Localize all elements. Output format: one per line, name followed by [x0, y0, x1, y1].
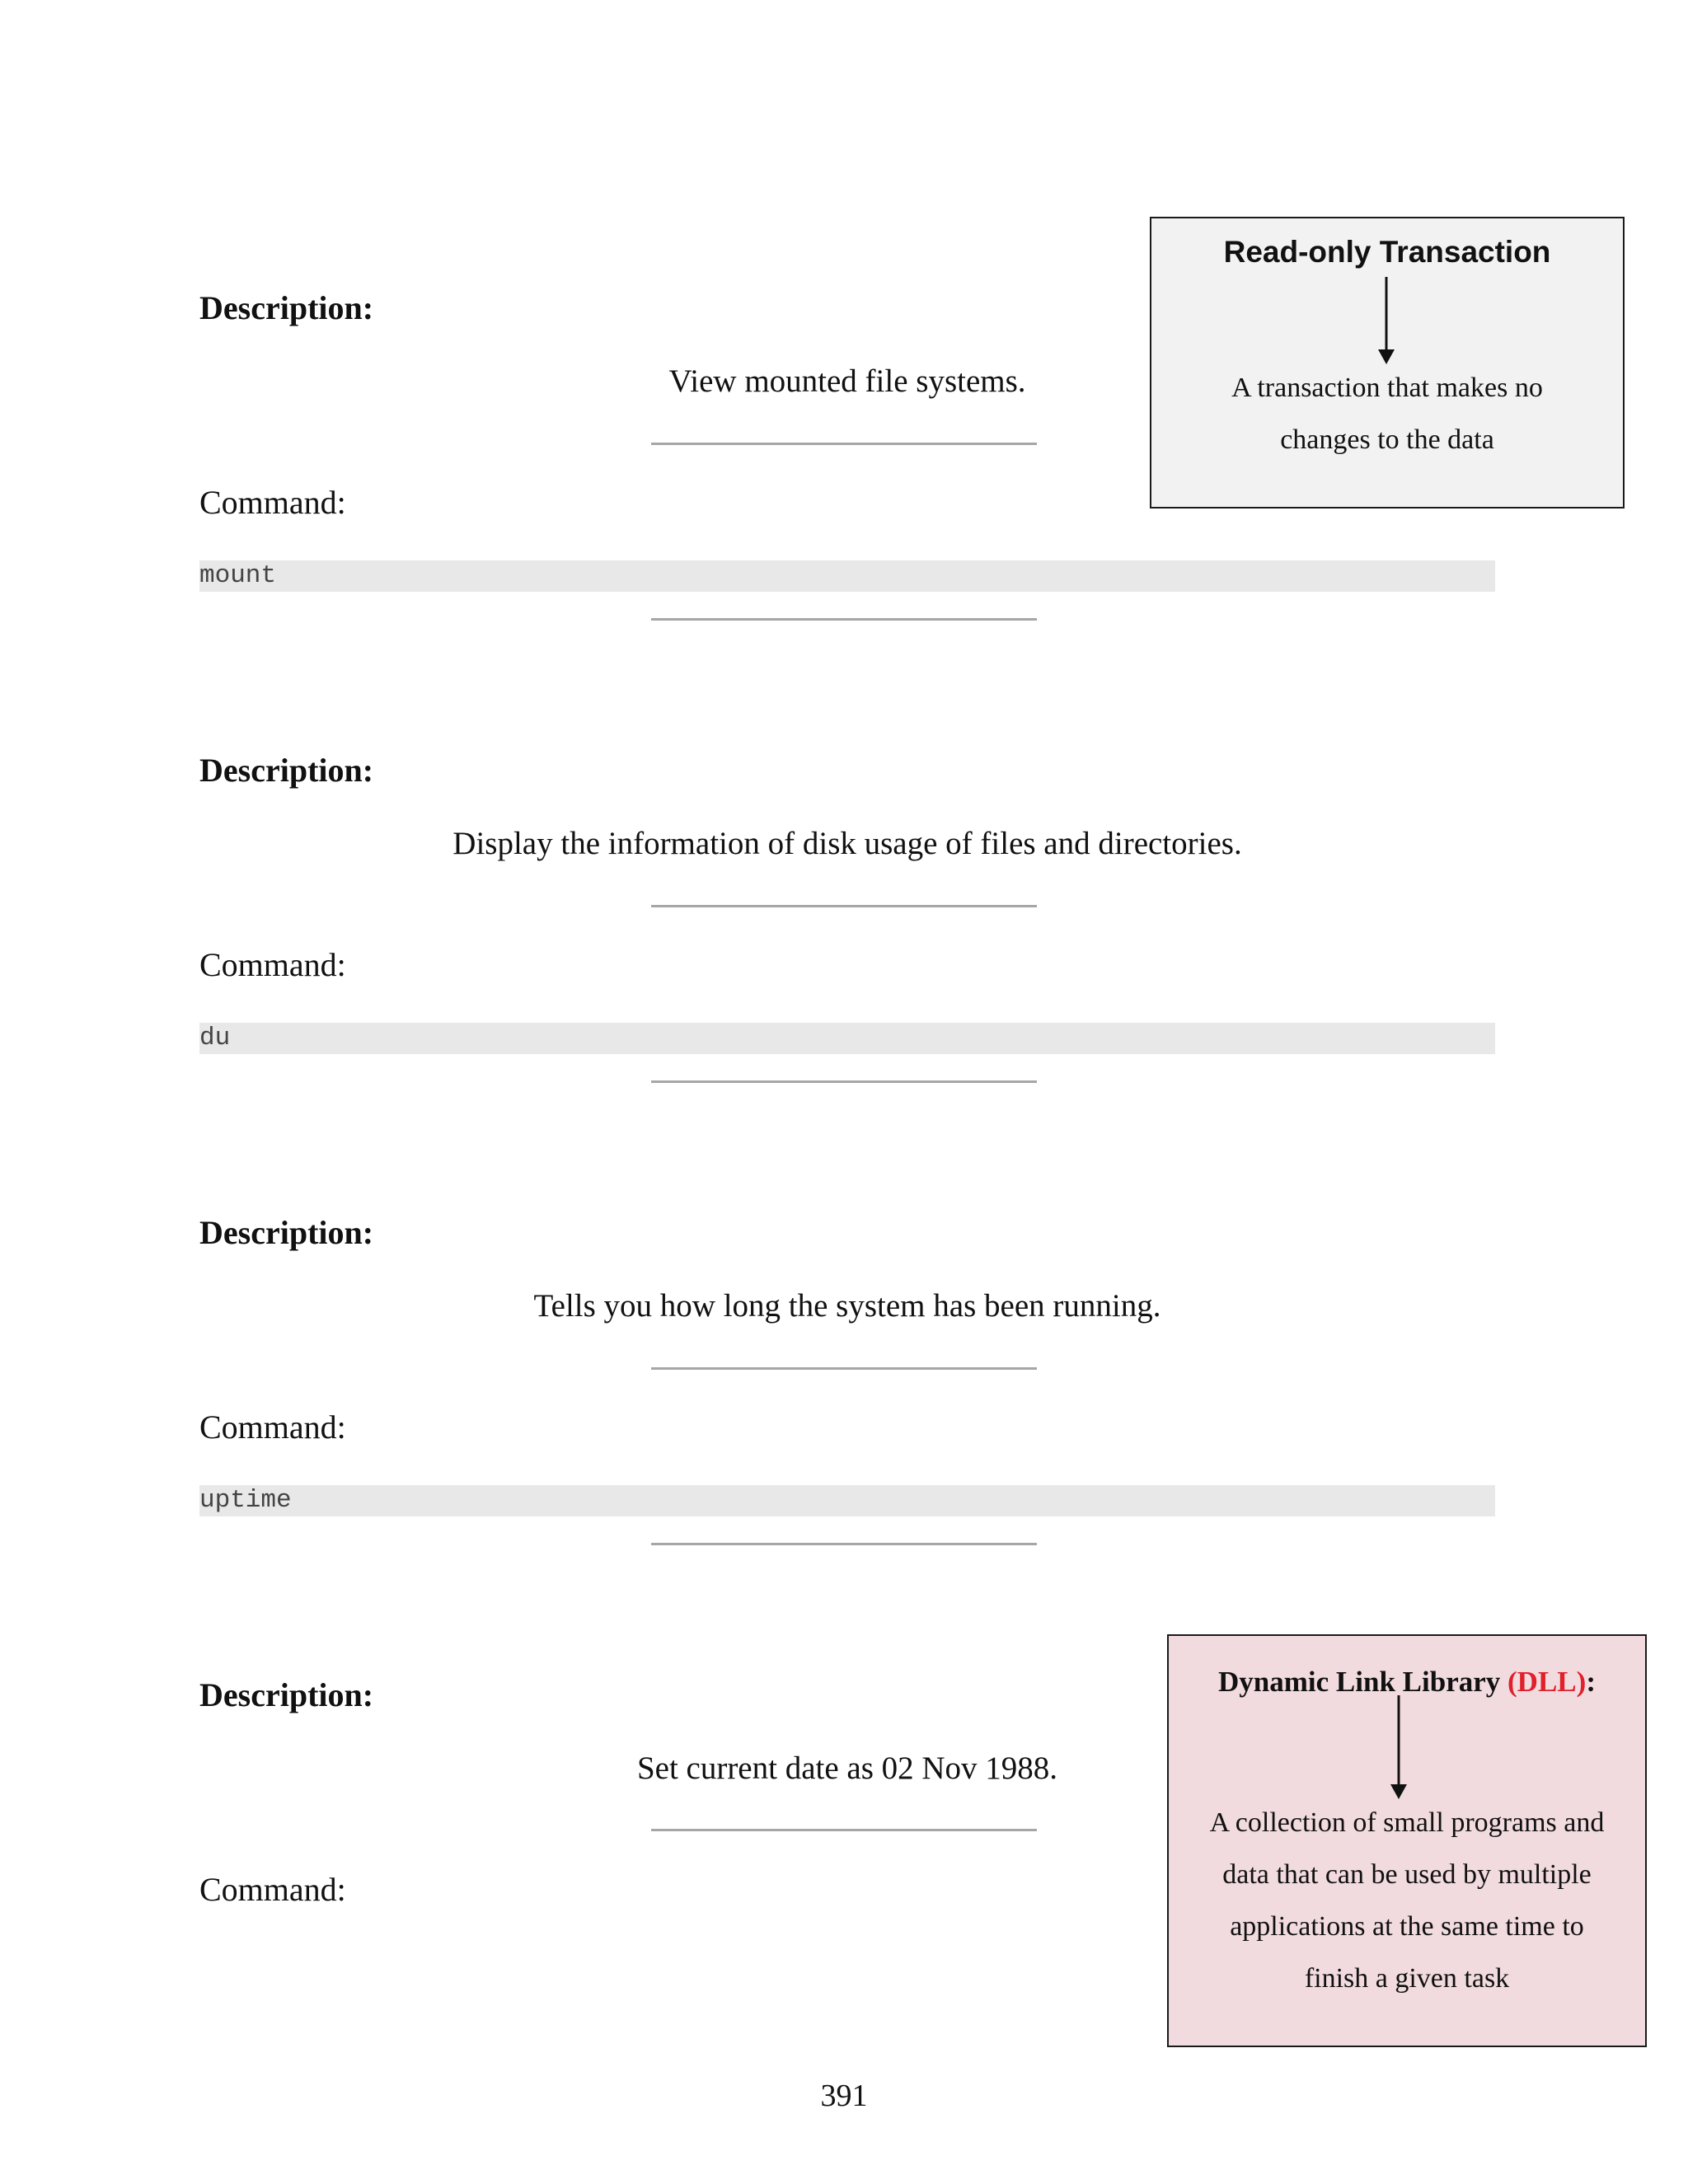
- code-block: [199, 1023, 1495, 1054]
- description-text: View mounted file systems.: [668, 363, 1026, 399]
- description-label: Description:: [199, 1676, 374, 1713]
- command-code: mount: [199, 561, 277, 590]
- command-code: uptime: [199, 1486, 292, 1515]
- definition-body-line: A collection of small programs and: [1209, 1807, 1605, 1838]
- definition-body-line: finish a given task: [1304, 1963, 1510, 1994]
- definition-body-line: A transaction that makes no: [1231, 373, 1543, 403]
- definition-title-text: Dynamic Link Library: [1218, 1666, 1508, 1698]
- description-label: Description:: [199, 1214, 374, 1251]
- answer-line: [651, 443, 1037, 445]
- definition-body-line: applications at the same time to: [1230, 1911, 1584, 1942]
- description-text: Tells you how long the system has been running.: [533, 1288, 1161, 1324]
- description-text: Display the information of disk usage of files and directories.: [452, 826, 1242, 861]
- command-label: Command:: [199, 946, 346, 983]
- answer-line: [651, 905, 1037, 907]
- description-label: Description:: [199, 289, 374, 326]
- command-label: Command:: [199, 1408, 346, 1446]
- answer-line: [651, 1829, 1037, 1831]
- definition-title: Read-only Transaction: [1223, 235, 1551, 269]
- command-label: Command:: [199, 484, 346, 521]
- answer-line: [651, 618, 1037, 621]
- code-block: [199, 1485, 1495, 1516]
- definition-box-readonly: [1150, 217, 1625, 509]
- definition-body: [1169, 1797, 1645, 2004]
- definition-body: [1151, 362, 1623, 466]
- answer-line: [651, 1367, 1037, 1370]
- definition-box-dll: [1167, 1634, 1647, 2047]
- definition-title-colon: :: [1586, 1666, 1596, 1698]
- page-number: 391: [820, 2079, 868, 2113]
- arrow-down-icon: [1386, 1695, 1411, 1802]
- code-block: [199, 560, 1495, 592]
- arrow-down-icon: [1374, 277, 1399, 368]
- definition-body-line: changes to the data: [1280, 424, 1494, 455]
- description-text: Set current date as 02 Nov 1988.: [636, 1750, 1058, 1786]
- command-label: Command:: [199, 1871, 346, 1908]
- description-label: Description:: [199, 752, 374, 789]
- definition-title: [1169, 1667, 1645, 1696]
- command-code: du: [199, 1024, 231, 1052]
- answer-line: [651, 1080, 1037, 1083]
- definition-title-abbrev: (DLL): [1507, 1666, 1587, 1698]
- definition-body-line: data that can be used by multiple: [1222, 1859, 1592, 1890]
- answer-line: [651, 1543, 1037, 1545]
